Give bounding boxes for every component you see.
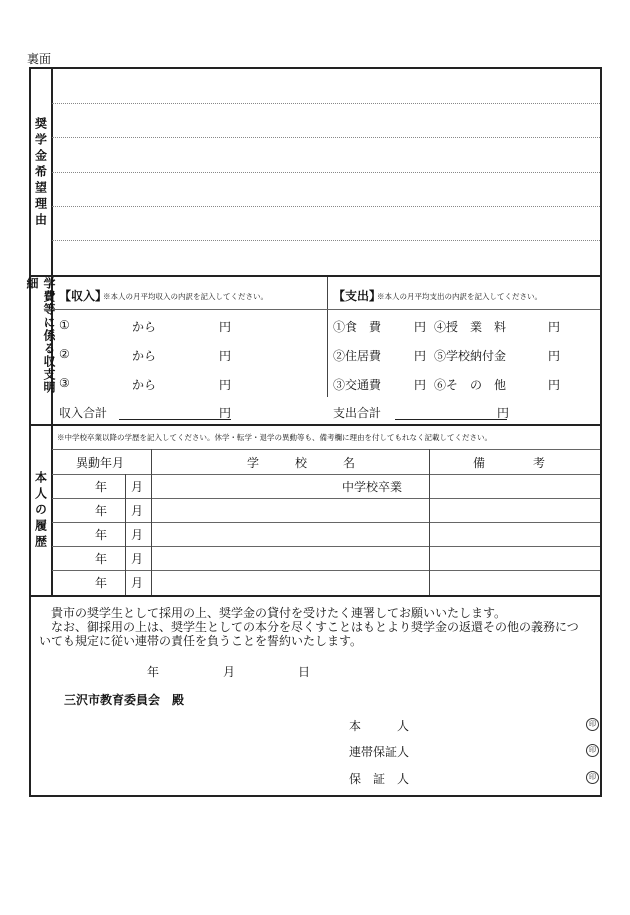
seal-mark: 印 xyxy=(586,718,599,731)
history-note: ※中学校卒業以降の学歴を記入してください。休学・転学・退学の異動等も、備考欄に理由を付してもれなく記載してください。 xyxy=(57,433,492,442)
expense-yen: 円 xyxy=(548,320,561,334)
expense-yen: 円 xyxy=(414,378,427,392)
history-year: 年 xyxy=(95,528,108,542)
date-school-divider xyxy=(151,449,152,596)
school-remarks-divider xyxy=(429,449,430,596)
section-divider xyxy=(31,424,600,426)
expense-total-underline xyxy=(395,419,507,420)
reason-line xyxy=(52,103,600,104)
income-title: 【収入】 xyxy=(59,289,108,303)
col-school-header: 学 校 名 xyxy=(247,456,356,470)
reason-line xyxy=(52,172,600,173)
income-mark: ② xyxy=(59,347,70,361)
reason-line xyxy=(52,240,600,241)
application-form-frame xyxy=(25,67,602,797)
history-month: 月 xyxy=(131,528,144,542)
history-row-line xyxy=(52,546,600,547)
expense-yen: 円 xyxy=(548,349,561,363)
income-expense-divider xyxy=(327,277,328,397)
history-year: 年 xyxy=(95,504,108,518)
col-remarks-header: 備 考 xyxy=(473,456,546,470)
year-month-divider xyxy=(125,474,126,596)
history-row-line xyxy=(52,522,600,523)
pledge-text xyxy=(39,606,592,648)
section-divider xyxy=(31,275,600,277)
pledge-line: なお、御採用の上は、奨学生としての本分を尽くすことはもとより奨学金の返還その他の義務につ xyxy=(39,620,579,634)
reason-label: 奨学金希望理由 xyxy=(33,116,48,229)
expense-yen: 円 xyxy=(414,349,427,363)
seal-mark: 印 xyxy=(586,744,599,757)
income-yen: 円 xyxy=(219,320,232,334)
history-row-line xyxy=(52,474,600,475)
income-total-underline xyxy=(119,419,231,420)
expense-title: 【支出】 xyxy=(333,289,382,303)
income-yen: 円 xyxy=(219,349,232,363)
history-month: 月 xyxy=(131,576,144,590)
expense-yen: 円 xyxy=(548,378,561,392)
pledge-line: 貴市の奨学生として採用の上、奨学金の貸付を受けたく連署してお願いいたします。 xyxy=(39,606,507,620)
expense-item: ⑥そ の 他 xyxy=(434,378,507,392)
expense-yen: 円 xyxy=(414,320,427,334)
income-from: から xyxy=(132,320,157,334)
income-total-label: 収入合計 xyxy=(59,406,108,420)
expense-total-label: 支出合計 xyxy=(333,406,382,420)
history-first-school: 中学校卒業 xyxy=(342,480,403,494)
history-month: 月 xyxy=(131,504,144,518)
history-row-line xyxy=(52,449,600,450)
date-year: 年 xyxy=(147,665,160,679)
col-date-header: 異動年月 xyxy=(76,456,125,470)
finance-header-divider xyxy=(52,309,600,310)
page-label: 裏面 xyxy=(27,52,52,66)
section-divider xyxy=(31,595,600,597)
history-row-line xyxy=(52,498,600,499)
addressee: 三沢市教育委員会 殿 xyxy=(64,693,185,707)
reason-line xyxy=(52,137,600,138)
income-yen: 円 xyxy=(219,378,232,392)
expense-item: ②住居費 xyxy=(333,349,382,363)
history-year: 年 xyxy=(95,480,108,494)
signer-joint-guarantor: 連帯保証人 xyxy=(349,745,410,759)
expense-item: ④授 業 料 xyxy=(434,320,507,334)
finance-label: 学費等に係る収支明細 xyxy=(25,277,56,394)
pledge-line: いても規定に従い連帯の責任を負うことを誓約いたします。 xyxy=(39,634,363,648)
income-from: から xyxy=(132,349,157,363)
history-row-line xyxy=(52,570,600,571)
income-note: ※本人の月平均収入の内訳を記入してください。 xyxy=(103,292,268,301)
date-day: 日 xyxy=(298,665,311,679)
expense-item: ⑤学校納付金 xyxy=(434,349,507,363)
date-month: 月 xyxy=(223,665,236,679)
history-year: 年 xyxy=(95,552,108,566)
history-year: 年 xyxy=(95,576,108,590)
history-month: 月 xyxy=(131,552,144,566)
expense-note: ※本人の月平均支出の内訳を記入してください。 xyxy=(377,292,542,301)
expense-item: ①食 費 xyxy=(333,320,382,334)
signer-guarantor: 保 証 人 xyxy=(349,772,410,786)
seal-mark: 印 xyxy=(586,771,599,784)
expense-total-yen: 円 xyxy=(497,406,510,420)
history-month: 月 xyxy=(131,480,144,494)
expense-item: ③交通費 xyxy=(333,378,382,392)
history-label: 本人の履歴 xyxy=(33,471,48,551)
signer-self: 本 人 xyxy=(349,719,410,733)
income-total-yen: 円 xyxy=(219,406,232,420)
income-mark: ① xyxy=(59,318,70,332)
reason-line xyxy=(52,206,600,207)
income-from: から xyxy=(132,378,157,392)
income-mark: ③ xyxy=(59,376,70,390)
